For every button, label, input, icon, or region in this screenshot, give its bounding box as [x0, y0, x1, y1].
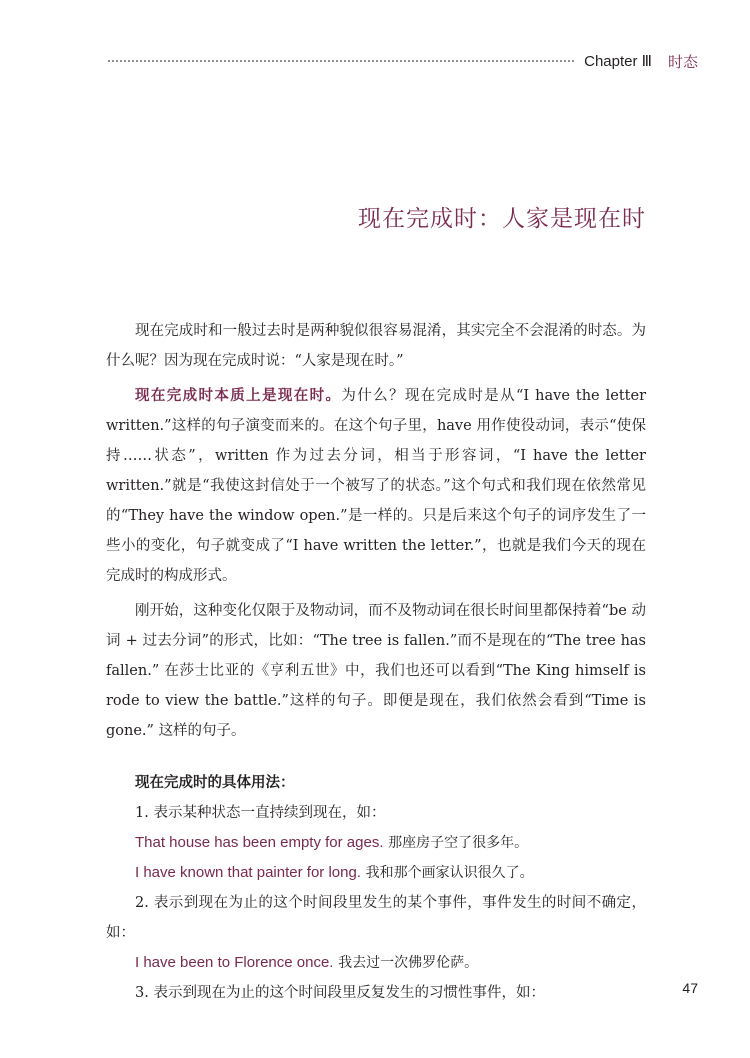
example-2-english: I have known that painter for long.: [135, 864, 361, 881]
example-1: [106, 828, 646, 858]
example-2: [106, 858, 646, 888]
example-1-english: That house has been empty for ages.: [135, 834, 384, 851]
paragraph-essence: [106, 381, 646, 591]
example-3: [106, 948, 646, 978]
usage-heading: 现在完成时的具体用法：: [135, 774, 295, 791]
usage-item-3: 3. 表示到现在为止的这个时间段里反复发生的习惯性事件，如：: [135, 985, 545, 1001]
highlight-phrase: 现在完成时本质上是现在时。: [135, 387, 342, 404]
example-3-english: I have been to Florence once.: [135, 954, 334, 971]
page-number: 47: [682, 980, 698, 996]
body-text: [106, 316, 646, 1008]
paragraph-essence-text: 为什么？现在完成时是从“I have the letter written.”这样的句子演变而来的。在这个句子里，have 用作使役动词，表示“使保持……状态”，written 作为过去分词，相当于形容词，“I have the letter written.”就是“我使这封信处于一个被写了的状态。”这个句式和我们现在依然常见的“They have the window open.”是一样的。只是后来这个句子的词序发生了一些小的变化，句子就变成了“I have written the letter.”，也就是我们今天的现在完成时的构成形式。: [106, 388, 647, 584]
section-title: 现在完成时：人家是现在时: [358, 206, 646, 232]
header-chapter-label: Chapter Ⅲ: [584, 53, 652, 70]
header-topic-label: 时态: [667, 52, 698, 71]
usage-item-1: 1. 表示某种状态一直持续到现在，如：: [135, 805, 386, 821]
running-header: [108, 50, 698, 72]
example-2-chinese: 我和那个画家认识很久了。: [365, 865, 534, 881]
example-3-chinese: 我去过一次佛罗伦萨。: [338, 955, 479, 971]
paragraph-history: 刚开始，这种变化仅限于及物动词，而不及物动词在很长时间里都保持着“be 动词 + 过去分词”的形式，比如：“The tree is fallen.”而不是现在的“The tree has fallen.” 在莎士比亚的《亨利五世》中，我们也还可以看到“The King himself is rode to view the battle.”这样的句子。即便是现在，我们依然会看到“Time is gone.” 这样的句子。: [106, 603, 646, 739]
usage-item-2: 2. 表示到现在为止的这个时间段里发生的某个事件，事件发生的时间不确定，如：: [106, 895, 646, 941]
paragraph-intro: 现在完成时和一般过去时是两种貌似很容易混淆，其实完全不会混淆的时态。为什么呢？因为现在完成时说：“人家是现在时。”: [106, 323, 646, 369]
example-1-chinese: 那座房子空了很多年。: [388, 835, 529, 851]
header-dotted-rule: [108, 60, 574, 62]
